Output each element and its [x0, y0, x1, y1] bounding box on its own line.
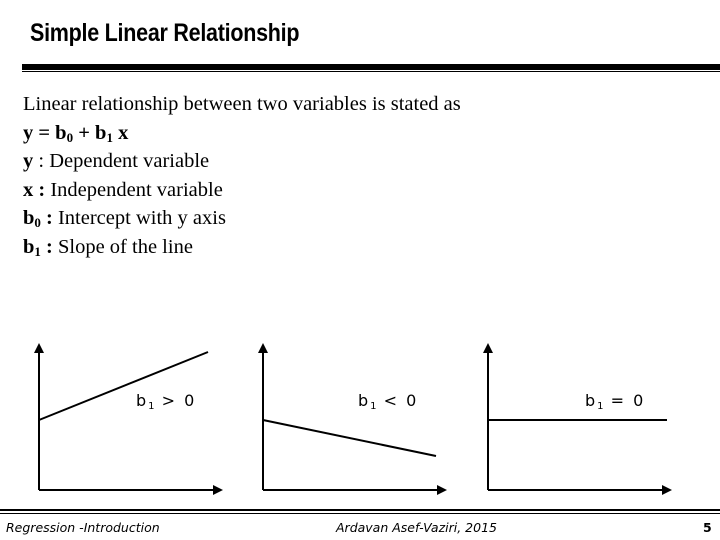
graph1-label: $b_1 > 0$ — [136, 391, 197, 412]
definition-y: y : Dependent variable — [23, 150, 210, 173]
graph3-label: $b_1 = 0$ — [585, 391, 646, 412]
definition-x: x : Independent variable — [23, 178, 223, 201]
graph-negative-slope — [263, 348, 442, 490]
graph-positive-slope — [39, 348, 218, 490]
graph-zero-slope — [488, 348, 667, 490]
definition-b1: $b_1$ : Slope of the line — [23, 235, 193, 259]
graph2-regression-line — [263, 420, 436, 456]
slide-title: Simple Linear Relationship — [30, 19, 300, 47]
graph2-label: $b_1 < 0$ — [358, 391, 419, 412]
page-number: 5 — [703, 520, 712, 535]
definition-b0: $b_0$ : Intercept with y axis — [23, 207, 226, 231]
footer-author: Ardavan Asef-Vaziri, 2015 — [336, 520, 497, 535]
footer-course-title: Regression -Introduction — [6, 520, 160, 535]
equation-line: $y = b_0 + b_1$ x — [23, 121, 129, 145]
intro-line: Linear relationship between two variables is stated as — [23, 93, 461, 115]
footer-divider — [0, 509, 720, 511]
footer-divider-thin — [0, 513, 720, 514]
